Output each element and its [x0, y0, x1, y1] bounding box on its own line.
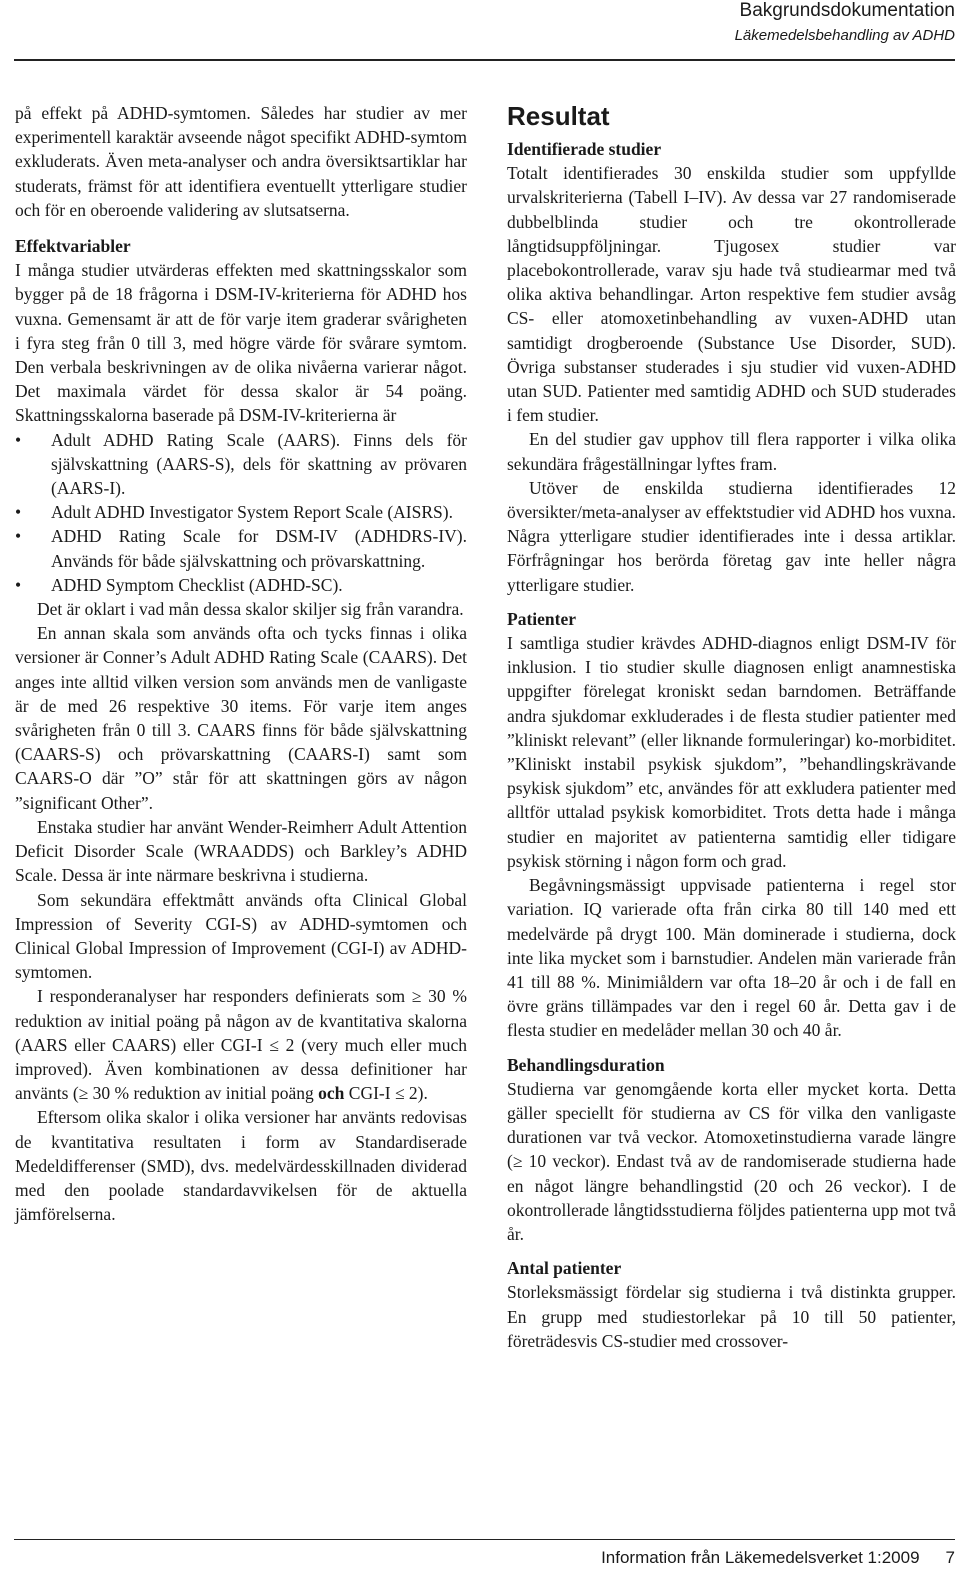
paragraph: Studierna var genomgående korta eller mycket korta. Detta gäller speciellt för studierna av CS för vilka den vanligaste durationen var två veckor. Atomoxetinstudierna varade längre (≥ 10 veckor). Endast två av de randomiserade studierna hade en något längre behandlingstid (20 och 26 veckor). I de okontrollerade långtidsstudierna följdes patienterna upp mot två år.	[507, 1078, 956, 1244]
list-item: • ADHD Symptom Checklist (ADHD-SC).	[15, 573, 467, 597]
paragraph: Storleksmässigt fördelar sig studierna i två distinkta grupper. En grupp med studiestorlekar på 10 till 50 patienter, företrädesvis CS-studier med crossover-	[507, 1282, 956, 1351]
heading-behandlingsduration: Behandlingsduration	[507, 1054, 665, 1075]
page-footer	[601, 1547, 955, 1569]
paragraph: Totalt identifierades 30 enskilda studier som uppfyllde urvalskriterierna (Tabell I–IV). Av dessa var 27 randomiserade dubbelblinda studier och tre okontrollerade långtidsuppföljningar. Tjugosex studier var placebokontrollerade, varav sju hade två studiearmar med två olika aktiva behandlingar. Arton respektive fem studier avsåg CS- eller atomoxetinbehandling av vuxen-ADHD utan samtidigt drogberoende (Substance Use Disorder, SUD). Övriga substanser studerades i sju studier vid vuxen-ADHD utan SUD. Patienter med samtidig ADHD och SUD studerades i fem studier.	[507, 163, 956, 426]
bold-text: och	[318, 1083, 345, 1104]
header-subtitle: Läkemedelsbehandling av ADHD	[734, 27, 955, 44]
left-column	[15, 101, 467, 1226]
paragraph	[15, 984, 467, 1105]
header-rule	[14, 59, 955, 61]
paragraph: på effekt på ADHD-symtomen. Således har studier av mer experimentell karaktär avseende något specifikt ADHD-symtom exkluderats. Även meta-analyser och andra översiktsartiklar har studerats, främst för att identifiera eventuellt ytterligare studier och för en oberoende validering av slutsatserna.	[15, 103, 467, 220]
footer-rule	[14, 1539, 955, 1540]
paragraph: I samtliga studier krävdes ADHD-diagnos enligt DSM-IV för inklusion. I tio studier skulle diagnosen enligt anamnestiska uppgifter förelegat kroniskt sedan barndomen. Beträffande andra sjukdomar exkluderades i de flesta studier patienter med ”kliniskt relevant” (eller liknande formuleringar) ko-morbiditet. ”Kliniskt instabil psykisk sjukdom”, ”behandlingskrävande psykisk sjukdom” etc, användes för att exkludera patienter med alltför uttalad psykisk komorbiditet. Trots detta hade i många studier en majoritet av patienterna samtidig eller tidigare psykisk störning i någon form och grad.	[507, 633, 956, 871]
paragraph: Som sekundära effektmått används ofta Clinical Global Impression of Severity CGI-S) av ADHD-symtomen och Clinical Global Impression of Improvement (CGI-I) av ADHD-symtomen.	[15, 889, 467, 983]
paragraph: Det är oklart i vad mån dessa skalor skiljer sig från varandra.	[37, 599, 464, 620]
text-span: I responderanalyser har responders definierats som ≥ 30 % reduktion av initial poäng på någon av de kvantitativa skalorna (AARS eller CAARS) eller CGI-I ≤ 2 (very much eller much improved). Även kombinationen av dessa definitioner har använts (≥ 30 % reduktion av initial poäng	[15, 986, 467, 1104]
heading-patienter: Patienter	[507, 608, 576, 629]
list-item: • Adult ADHD Investigator System Report Scale (AISRS).	[15, 500, 467, 524]
paragraph: En annan skala som används ofta och tycks finnas i olika versioner är Conner’s Adult ADHD Rating Scale (CAARS). Det anges inte alltid vilken version som används men de vanligaste är de med 26 respektive 30 items. För varje item anges svårigheten från 0 till 3. CAARS finns för både självskattning (CAARS-S) och prövarskattning (CAARS-I) samt som CAARS-O där ”O” står för att skattningen görs av någon ”significant Other”.	[15, 623, 467, 813]
page-header	[735, 0, 955, 46]
paragraph: Eftersom olika skalor i olika versioner har använts redovisas de kvantitativa resultaten i form av Standardiserade Medeldifferenser (SMD), dvs. medelvärdesskillnaden dividerad med den poolade standardavvikelsen för de aktuella jämförelserna.	[15, 1107, 467, 1225]
heading-effektvariabler: Effektvariabler	[15, 236, 131, 257]
text-span: CGI-I ≤ 2).	[344, 1083, 428, 1104]
section-title-resultat: Resultat	[507, 101, 610, 131]
paragraph: Begåvningsmässigt uppvisade patienterna i regel stor variation. IQ varierade ofta från cirka 80 till 140 med ett medelvärde på drygt 100. Män dominerade i studierna, dock inte lika mycket som i barnstudier. Andelen män varierade från 41 till 88 %. Minimiåldern var ofta 18–20 år och i de fall en övre gräns tillämpades var den i regel 60 år. Detta gav i de flesta studier en medelåder mellan 30 och 40 år.	[507, 875, 956, 1041]
paragraph: En del studier gav upphov till flera rapporter i vilka olika sekundära frågeställningar lyftes fram.	[507, 429, 956, 474]
heading-antal-patienter: Antal patienter	[507, 1258, 622, 1279]
scale-list	[15, 428, 467, 597]
paragraph: Enstaka studier har använt Wender-Reimherr Adult Attention Deficit Disorder Scale (WRAADDS) och Barkley’s ADHD Scale. Dessa är inte närmare beskrivna i studierna.	[15, 816, 467, 886]
header-title: Bakgrundsdokumentation	[739, 0, 955, 21]
list-item: • Adult ADHD Rating Scale (AARS). Finns dels för självskattning (AARS-S), dels för skattning av prövaren (AARS-I).	[15, 428, 467, 501]
paragraph: Utöver de enskilda studierna identifierades 12 översikter/meta-analyser av effektstudier vid ADHD hos vuxna. Några ytterligare studier identifierades inte i dessa artiklar. Förfrågningar hos berörda företag gav inte heller några ytterligare studier.	[507, 477, 956, 595]
page-number: 7	[945, 1548, 955, 1567]
paragraph: I många studier utvärderas effekten med skattningsskalor som bygger på de 18 frågorna i DSM-IV-kriterierna för ADHD hos vuxna. Gemensamt är att de för varje item graderar svårigheten i fyra steg från 0 till 3, med högre värde för svårare symtom. Den verbala beskrivningen av de olika nivåerna varierar något. Det maximala värdet för dessa skalor är 54 poäng. Skattningsskalorna baserade på DSM-IV-kriterierna är	[15, 260, 467, 426]
right-column	[507, 101, 956, 1353]
heading-identifierade-studier: Identifierade studier	[507, 139, 662, 159]
footer-source: Information från Läkemedelsverket 1:2009	[601, 1548, 920, 1567]
list-item: • ADHD Rating Scale for DSM-IV (ADHDRS-IV). Används för både självskattning och prövarskattning.	[15, 524, 467, 572]
